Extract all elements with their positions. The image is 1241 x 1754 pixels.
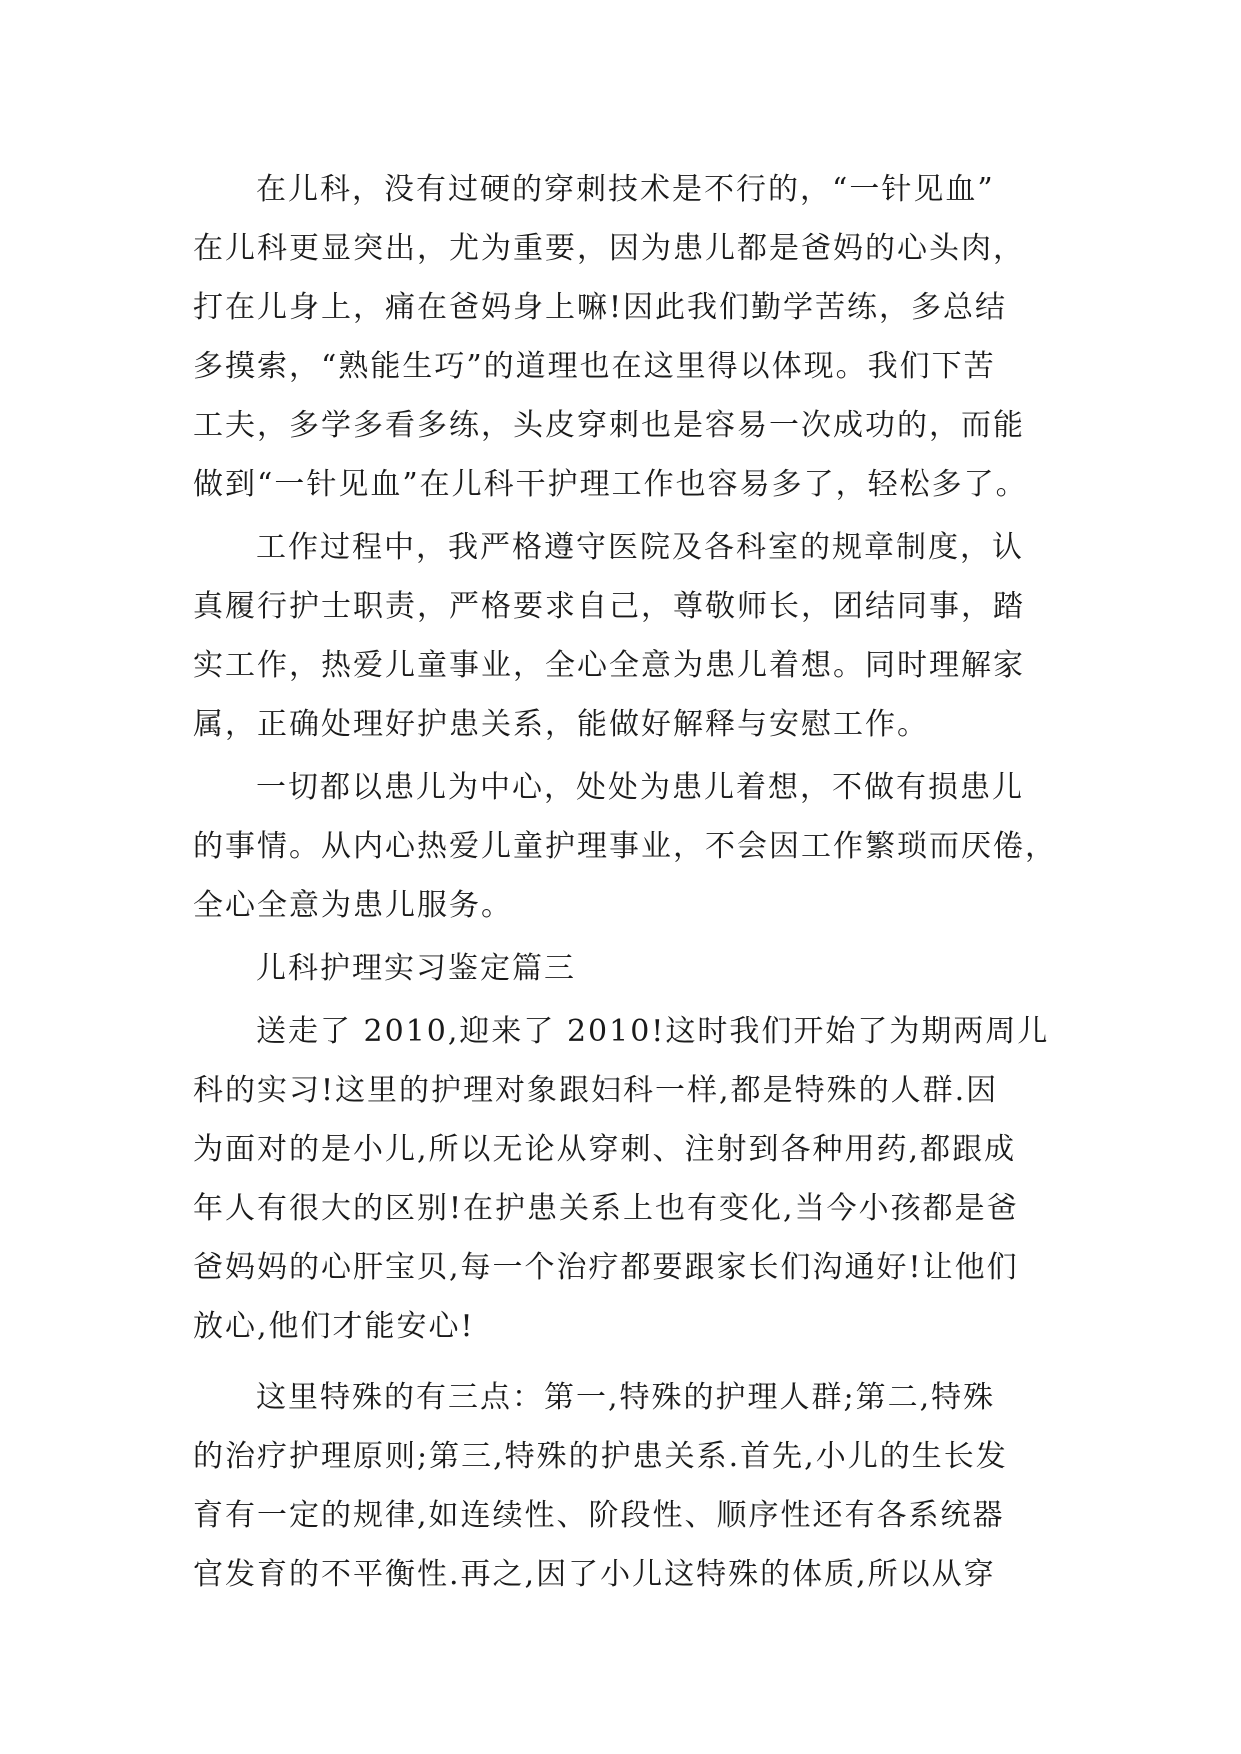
paragraph-internship-intro xyxy=(193,1002,1055,1356)
text-line: 的治疗护理原则;第三,特殊的护患关系.首先,小儿的生长发 xyxy=(193,1439,1008,1474)
text-line: 真履行护士职责，严格要求自己，尊敬师长，团结同事，踏 xyxy=(193,589,1025,624)
text-line: 放心,他们才能安心! xyxy=(193,1309,475,1344)
text-line: 工夫，多学多看多练，头皮穿刺也是容易一次成功的，而能 xyxy=(193,408,1025,443)
text-line: 多摸索，“熟能生巧”的道理也在这里得以体现。我们下苦 xyxy=(193,349,996,384)
paragraph-patient-centered xyxy=(193,758,1055,935)
text-line: 爸妈妈的心肝宝贝,每一个治疗都要跟家长们沟通好!让他们 xyxy=(193,1250,1019,1285)
paragraph-three-points xyxy=(193,1368,1055,1604)
text-line: 育有一定的规律,如连续性、阶段性、顺序性还有各系统器 xyxy=(193,1498,1005,1533)
text-line: 为面对的是小儿,所以无论从穿刺、注射到各种用药,都跟成 xyxy=(193,1132,1017,1167)
section-title: 儿科护理实习鉴定篇三 xyxy=(256,951,576,986)
text-line: 全心全意为患儿服务。 xyxy=(193,888,513,923)
text-line: 的事情。从内心热爱儿童护理事业，不会因工作繁琐而厌倦， xyxy=(193,829,1057,864)
text-line: 一切都以患儿为中心，处处为患儿着想，不做有损患儿 xyxy=(256,770,1024,805)
text-line: 在儿科，没有过硬的穿刺技术是不行的，“一针见血” xyxy=(256,172,995,207)
text-line: 科的实习!这里的护理对象跟妇科一样,都是特殊的人群.因 xyxy=(193,1073,999,1108)
text-line: 工作过程中，我严格遵守医院及各科室的规章制度，认 xyxy=(256,530,1024,565)
text-line: 年人有很大的区别!在护患关系上也有变化,当今小孩都是爸 xyxy=(193,1191,1019,1226)
text-line: 官发育的不平衡性.再之,因了小儿这特殊的体质,所以从穿 xyxy=(193,1557,996,1592)
text-line: 这里特殊的有三点：第一,特殊的护理人群;第二,特殊 xyxy=(256,1380,996,1415)
section-heading xyxy=(193,939,1055,998)
text-line: 做到“一针见血”在儿科干护理工作也容易多了，轻松多了。 xyxy=(193,467,1028,502)
text-line: 在儿科更显突出，尤为重要，因为患儿都是爸妈的心头肉， xyxy=(193,231,1025,266)
text-line: 实工作，热爱儿童事业，全心全意为患儿着想。同时理解家 xyxy=(193,648,1025,683)
text-line: 送走了 2010,迎来了 2010!这时我们开始了为期两周儿 xyxy=(256,1014,1050,1049)
text-line: 属，正确处理好护患关系，能做好解释与安慰工作。 xyxy=(193,707,929,742)
document-page xyxy=(193,160,1055,1604)
paragraph-work-conduct xyxy=(193,518,1055,754)
paragraph-puncture-skill xyxy=(193,160,1055,514)
text-line: 打在儿身上，痛在爸妈身上嘛!因此我们勤学苦练，多总结 xyxy=(193,290,1008,325)
